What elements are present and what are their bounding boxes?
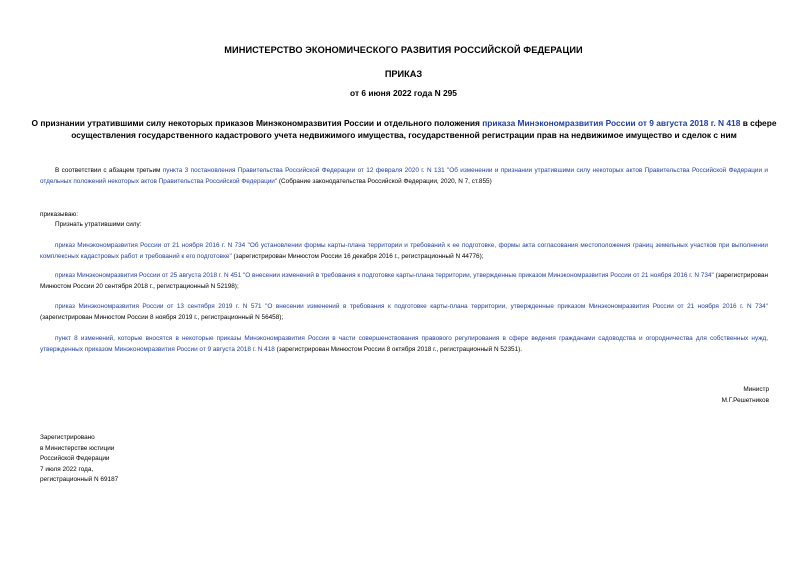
- item-2-link[interactable]: приказ Минэкономразвития России от 25 августа 2018 г. N 451 "О внесении изменений в требования к подготовке карты-плана территории, утвержденные приказом Минэкономразвития России от 21 ноября 2016 г. N 734": [55, 272, 714, 279]
- item-2-text: (зарегистрирован Минюстом России 20 сентября 2018 г., регистрационный N 52198);: [40, 272, 768, 290]
- doc-type-heading: ПРИКАЗ: [384, 69, 423, 79]
- title-text-2: в сфере осуществления государственного кадастрового учета недвижимого имущества, государственной регистрации прав на недвижимое имущество и сделок с ним: [71, 118, 777, 140]
- registration-line: регистрационный N 69187: [40, 476, 119, 483]
- registration-block: [40, 433, 118, 486]
- item-4-link-2[interactable]: приказом Минэкономразвития России от 9 августа 2018 г. N 418: [84, 346, 275, 353]
- signature-name: М.Г.Решетников: [721, 397, 769, 404]
- item-3-link[interactable]: приказ Минэкономразвития России от 13 сентября 2019 г. N 571 "О внесении изменений в требования к подготовке карты-плана территории, утвержденные приказом Минэкономразвития России от 21 ноября 2016 г. N 734": [55, 303, 768, 310]
- ministry-heading: МИНИСТЕРСТВО ЭКОНОМИЧЕСКОГО РАЗВИТИЯ РОССИЙСКОЙ ФЕДЕРАЦИИ: [224, 45, 583, 55]
- date-number: от 6 июня 2022 года N 295: [350, 88, 457, 98]
- registration-line: Зарегистрировано: [40, 434, 95, 441]
- item-3-text: (зарегистрирован Минюстом России 8 ноября 2019 г., регистрационный N 56458);: [40, 314, 284, 321]
- item-1-link[interactable]: приказ Минэкономразвития России от 21 ноября 2016 г. N 734 "Об установлении формы карты-плана территории и требований к ее подготовке, формы акта согласования местоположения границ земельных участков при выполнении комплексных кадастровых работ и требований к его подготовке": [40, 242, 768, 260]
- registration-line: в Министерстве юстиции: [40, 444, 115, 452]
- document-title: [30, 117, 778, 141]
- item-1-text: (зарегистрирован Минюстом России 16 декабря 2016 г., регистрационный N 44776);: [231, 253, 484, 260]
- preamble-text-1: В соответствии с абзацем третьим: [55, 167, 163, 174]
- item-4-text: (зарегистрирован Минюстом России 8 октября 2018 г., регистрационный N 52351).: [274, 346, 523, 353]
- registration-line: Российской Федерации: [40, 455, 110, 462]
- list-item: [40, 270, 768, 292]
- list-item: [40, 240, 768, 262]
- preamble-text-2: (Собрание законодательства Российской Федерации, 2020, N 7, ст.855): [277, 178, 492, 185]
- list-item: [40, 301, 768, 323]
- preamble-link[interactable]: пункта 3 постановления Правительства Российской Федерации от 12 февраля 2020 г. N 131 "Об изменении и признании утратившими силу некоторых актов Правительства Российской Федерации и отдельных положений некоторых актов Правительства Российской Федерации": [40, 167, 769, 185]
- recognize-line: Признать утратившими силу:: [55, 221, 142, 228]
- preamble-paragraph: [40, 165, 768, 187]
- signature-position: Министр: [743, 386, 769, 393]
- item-4-link[interactable]: пункт 8 изменений, которые вносятся в некоторые приказы Минэкономразвития России в части совершенствования правового регулирования в сфере ведения гражданами садоводства и огородничества для собственных нужд, утвержденных: [40, 335, 768, 353]
- title-text-1: О признании утратившими силу некоторых приказов Минэкономразвития России и отдельного положения: [31, 118, 483, 128]
- list-item: [40, 333, 768, 355]
- registration-line: 7 июля 2022 года,: [40, 465, 94, 473]
- title-link[interactable]: приказа Минэкономразвития России от 9 августа 2018 г. N 418: [482, 118, 741, 128]
- order-word: приказываю:: [40, 211, 78, 218]
